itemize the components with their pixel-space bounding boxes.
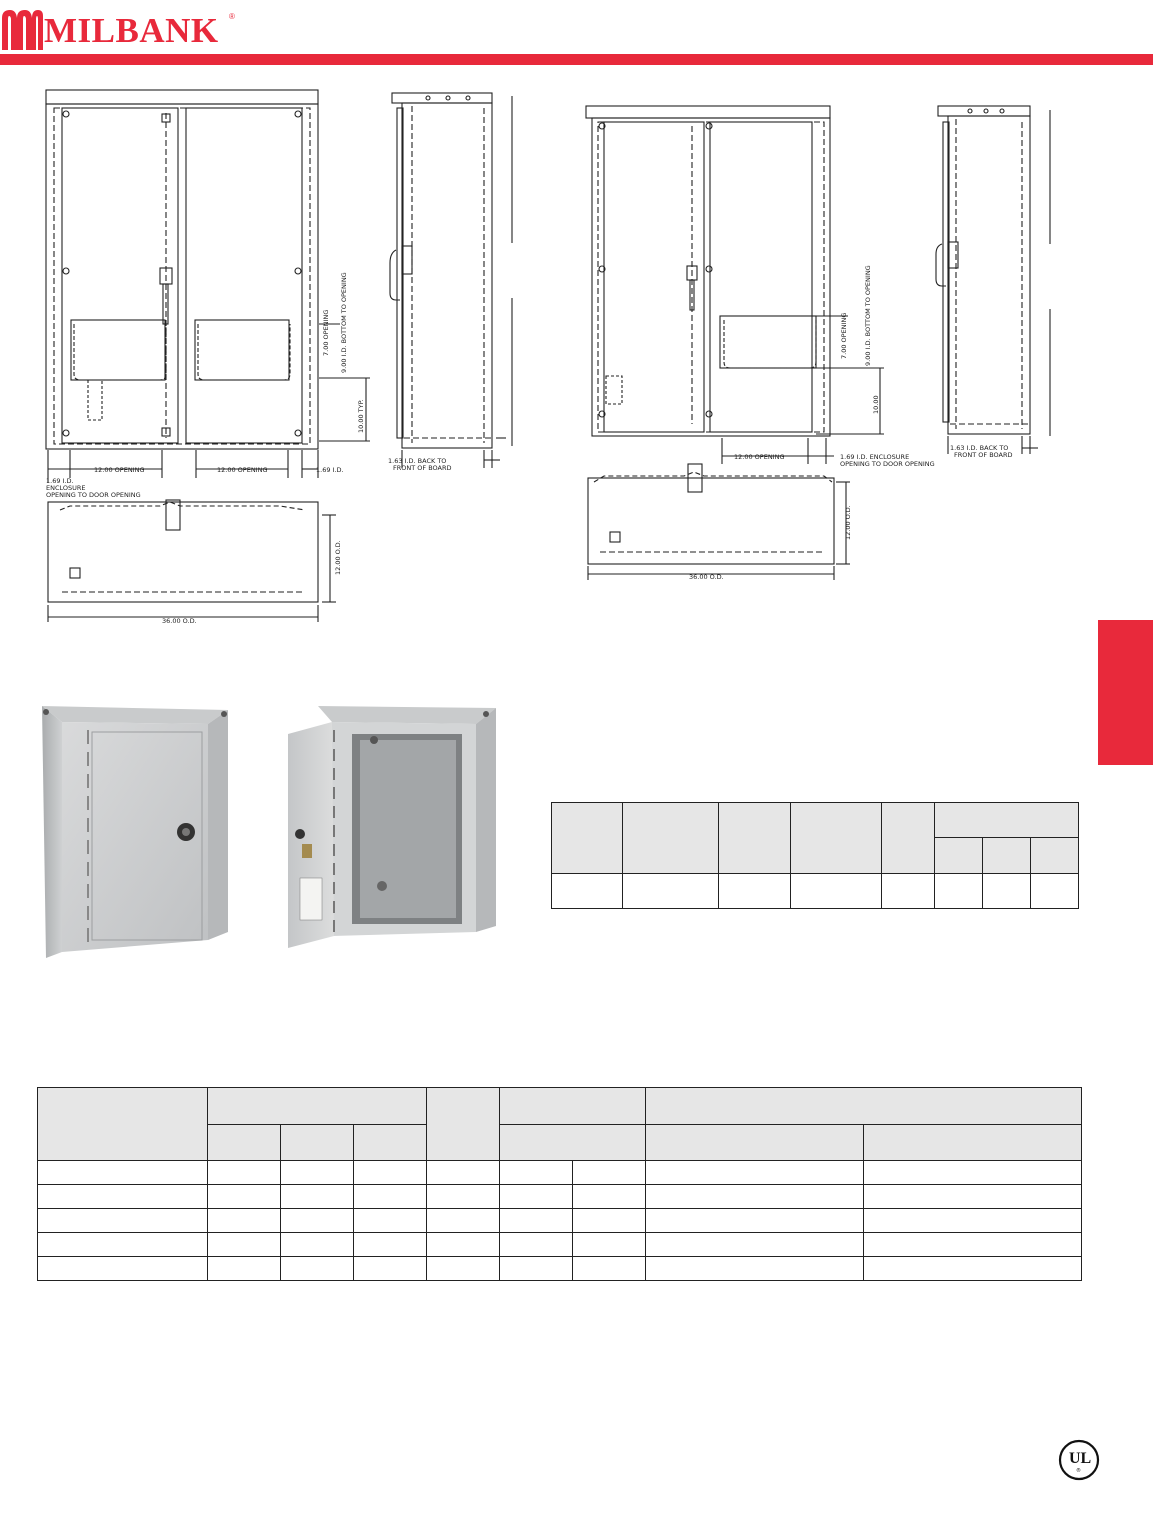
registered-mark: ® (229, 12, 235, 21)
table-cell (719, 874, 791, 909)
header-cell (791, 803, 882, 874)
table-cell (552, 874, 623, 909)
dim-id-bottom: 9.00 I.D. BOTTOM TO OPENING (864, 265, 872, 366)
header-cell (623, 803, 719, 874)
dim-bottom-width: 36.00 O.D. (689, 573, 724, 581)
header-rule (0, 54, 1153, 65)
drawing-left-side (388, 88, 528, 478)
header-cell (208, 1125, 281, 1161)
section-tab (1098, 620, 1153, 765)
header-cell (500, 1088, 646, 1125)
small-spec-table (551, 802, 1079, 909)
dim-enclosure-note-2: OPENING TO DOOR OPENING (46, 491, 141, 499)
header-cell (882, 803, 935, 874)
header-cell (719, 803, 791, 874)
table-cell (935, 874, 983, 909)
drawing-right-side (930, 104, 1080, 464)
dim-typ: 10.00 (872, 395, 880, 414)
dim-bottom-depth: 12.00 O.D. (334, 540, 342, 575)
table-cell (1031, 874, 1079, 909)
drawing-right-bottom (584, 458, 864, 583)
dim-enclosure-note-1: ENCLOSURE (46, 484, 86, 492)
header-cell (552, 803, 623, 874)
table-row (38, 1257, 1082, 1281)
table-cell (623, 874, 719, 909)
large-spec-table (37, 1087, 1082, 1281)
header-cell (38, 1088, 208, 1161)
svg-text:UL: UL (1069, 1450, 1092, 1467)
dim-enclosure-note-2: OPENING TO DOOR OPENING (840, 460, 935, 468)
table-cell (791, 874, 882, 909)
dim-side-back-2: FRONT OF BOARD (954, 451, 1013, 459)
table-row (38, 1209, 1082, 1233)
dim-bottom-width: 36.00 O.D. (162, 617, 197, 625)
table-cell (882, 874, 935, 909)
header-cell (281, 1125, 354, 1161)
table-row (38, 1161, 1082, 1185)
dim-opening-height: 7.00 OPENING (840, 312, 848, 359)
table-cell (983, 874, 1031, 909)
dim-id-right: 1.69 I.D. (316, 466, 344, 474)
header-cell (208, 1088, 427, 1125)
dim-side-back-2: FRONT OF BOARD (393, 464, 452, 472)
drawing-left-bottom (40, 490, 360, 630)
header-cell (427, 1088, 500, 1161)
header-cell (1031, 838, 1079, 874)
header-cell (983, 838, 1031, 874)
header-cell (935, 838, 983, 874)
header-cell (864, 1125, 1082, 1161)
header-cell (646, 1125, 864, 1161)
drawing-left-front (40, 88, 380, 503)
dim-opening-height: 7.00 OPENING (322, 309, 330, 356)
header-cell (354, 1125, 427, 1161)
table-row (38, 1233, 1082, 1257)
ul-certification-icon (1058, 1439, 1100, 1481)
dim-enclosure-note-1: 1.69 I.D. ENCLOSURE (840, 453, 910, 461)
dim-id-bottom: 9.00 I.D. BOTTOM TO OPENING (340, 272, 348, 373)
dim-opening-width-2: 12.00 OPENING (217, 466, 268, 474)
table-row (38, 1185, 1082, 1209)
header-cell (646, 1088, 1082, 1125)
dim-side-back-1: 1.63 I.D. BACK TO (950, 444, 1009, 452)
enclosure-closed-photo (40, 700, 230, 960)
dim-opening-width: 12.00 OPENING (734, 453, 785, 461)
dim-typ: 10.00 TYP. (357, 399, 365, 433)
dim-id-left: 1.69 I.D. (46, 477, 74, 485)
drawing-right-front (584, 104, 935, 474)
dim-opening-width-1: 12.00 OPENING (94, 466, 145, 474)
brand-name: MILBANK (44, 11, 219, 50)
dim-side-back-1: 1.63 I.D. BACK TO (388, 457, 447, 465)
dim-bottom-depth: 12.00 O.D. (844, 505, 852, 540)
header-cell (500, 1125, 646, 1161)
svg-text:®: ® (1076, 1468, 1081, 1474)
header-cell (935, 803, 1079, 838)
enclosure-open-photo (270, 700, 500, 955)
